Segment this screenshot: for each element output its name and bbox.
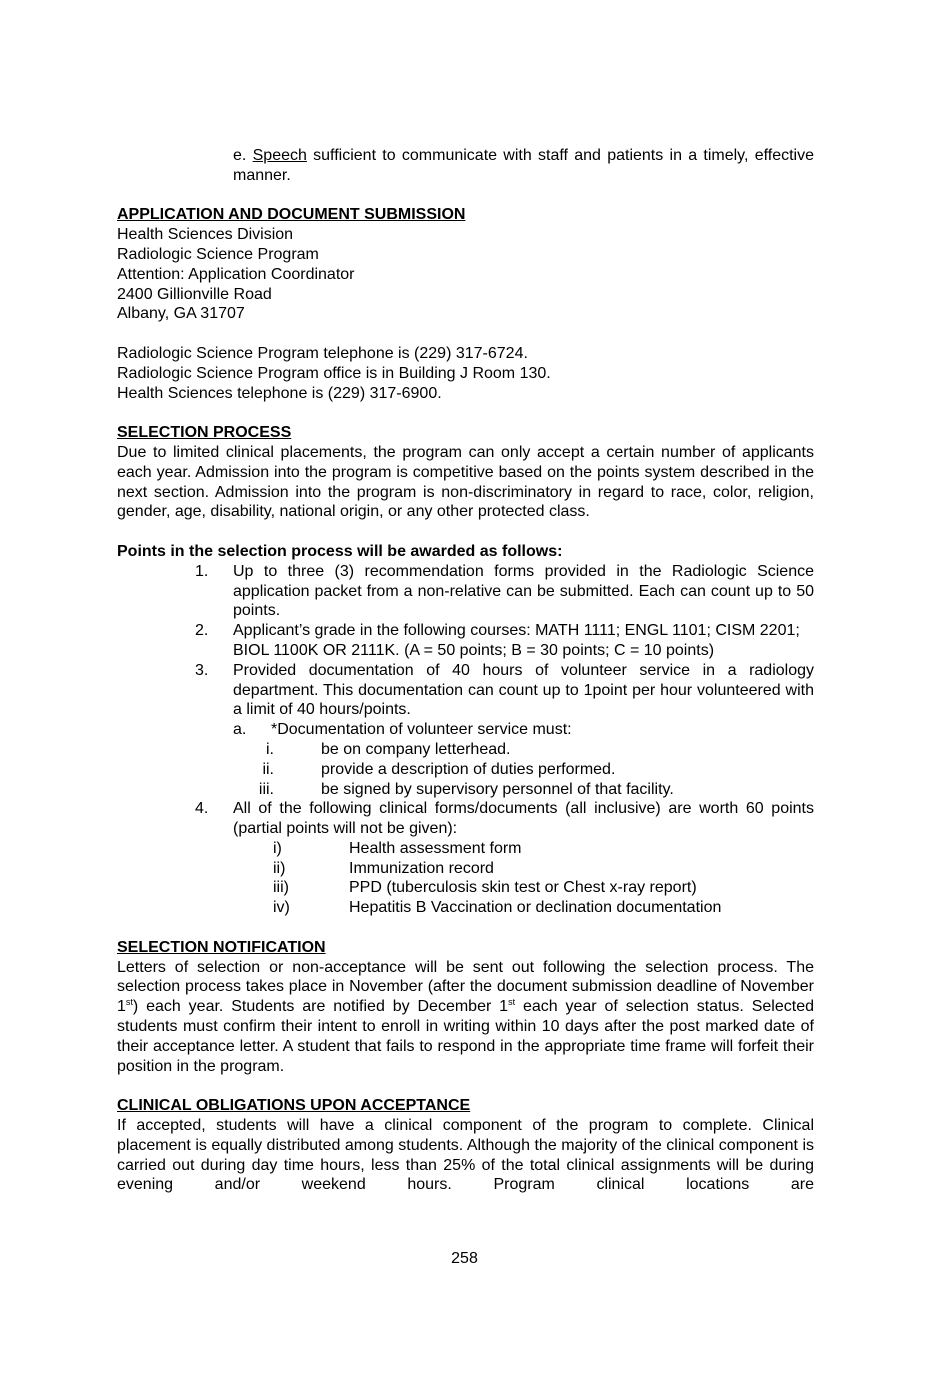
clinical-form-label: i) <box>273 839 282 857</box>
notification-text <box>117 958 814 1077</box>
volunteer-requirement <box>117 740 814 760</box>
points-item <box>117 562 814 621</box>
volunteer-requirement-text: be on company letterhead. <box>321 740 511 758</box>
points-item-number: 3. <box>195 661 209 679</box>
volunteer-subitem-label: a. <box>233 721 247 739</box>
points-item-text: Applicant’s grade in the following courses: MATH 1111; ENGL 1101; CISM 2201; BIOL 1100K OR 2111K. (A = 50 points; B = 30 points; C = 10 points) <box>233 622 800 659</box>
speech-prefix: e. <box>233 147 253 164</box>
address-line: Albany, GA 31707 <box>117 305 245 323</box>
contact-line: Radiologic Science Program telephone is (229) 317-6724. <box>117 344 528 362</box>
contact-line: Health Sciences telephone is (229) 317-6900. <box>117 384 442 402</box>
notification-heading: SELECTION NOTIFICATION <box>117 938 326 956</box>
clinical-form-item <box>117 859 814 879</box>
notification-text-part: ) each year. Students are notified by December 1 <box>132 998 509 1016</box>
selection-process-heading: SELECTION PROCESS <box>117 424 292 442</box>
speech-requirement <box>117 146 814 186</box>
points-item-text: Provided documentation of 40 hours of volunteer service in a radiology department. This documentation can count up to 1point per hour volunteered with a limit of 40 hours/points. <box>233 661 814 719</box>
ordinal-suffix: st <box>125 997 133 1008</box>
notification-text-part: each year of selection status. Selected students must confirm their intent to enroll in writing within 10 days after the post marked date of their acceptance letter. A student that fails to respond in the appropriate time frame will forfeit their position in the program. <box>117 998 814 1075</box>
clinical-form-item <box>117 878 814 898</box>
volunteer-requirement-label: i. <box>266 740 274 758</box>
points-item-number: 4. <box>195 800 209 818</box>
points-item-text: All of the following clinical forms/documents (all inclusive) are worth 60 points (partial points will not be given): <box>233 800 814 838</box>
points-item-text: Up to three (3) recommendation forms provided in the Radiologic Science application packet from a non-relative can be submitted. Each can count up to 50 points. <box>233 562 814 620</box>
address-line: Health Sciences Division <box>117 226 294 244</box>
notification-text-part: Letters of selection or non-acceptance will be sent out following the selection process. The selection process takes place in November (after the document submission deadline of November 1 <box>117 958 814 1016</box>
points-item-number: 1. <box>195 562 209 580</box>
speech-term: Speech <box>252 147 307 164</box>
volunteer-requirement <box>117 760 814 780</box>
address-line: Attention: Application Coordinator <box>117 265 355 283</box>
points-heading: Points in the selection process will be awarded as follows: <box>117 542 563 560</box>
points-item <box>117 621 814 661</box>
volunteer-requirement <box>117 780 814 800</box>
points-item <box>117 799 814 839</box>
clinical-heading: CLINICAL OBLIGATIONS UPON ACCEPTANCE <box>117 1097 471 1115</box>
clinical-form-item <box>117 898 814 918</box>
ordinal-suffix: st <box>508 997 516 1008</box>
volunteer-subitem-text: *Documentation of volunteer service must: <box>271 721 572 739</box>
points-item-number: 2. <box>195 622 209 640</box>
address-line: 2400 Gillionville Road <box>117 285 272 303</box>
volunteer-requirement-text: provide a description of duties performed. <box>321 760 616 778</box>
points-item <box>117 661 814 720</box>
clinical-form-item <box>117 839 814 859</box>
contact-line: Radiologic Science Program office is in Building J Room 130. <box>117 364 551 382</box>
volunteer-requirement-text: be signed by supervisory personnel of that facility. <box>321 780 674 798</box>
selection-process-text: Due to limited clinical placements, the program can only accept a certain number of applicants each year. Admission into the program is competitive based on the points system described in the next section. Admission into the program is non-discriminatory in regard to race, color, religion, gender, age, disability, national origin, or any other protected class. <box>117 443 814 521</box>
clinical-form-text: Hepatitis B Vaccination or declination documentation <box>349 899 722 917</box>
document-page <box>117 146 814 1195</box>
clinical-form-text: PPD (tuberculosis skin test or Chest x-ray report) <box>349 879 697 897</box>
volunteer-requirement-label: ii. <box>262 760 274 778</box>
application-heading: APPLICATION AND DOCUMENT SUBMISSION <box>117 206 466 224</box>
address-line: Radiologic Science Program <box>117 245 319 263</box>
clinical-form-label: iv) <box>273 899 290 917</box>
clinical-form-label: ii) <box>273 859 286 877</box>
clinical-text: If accepted, students will have a clinical component of the program to complete. Clinical placement is equally distributed among students. Although the majority of the clinical component is carried out during day time hours, less than 25% of the total clinical assignments will be during evening and/or weekend hours. Program clinical locations are <box>117 1117 814 1194</box>
clinical-form-text: Immunization record <box>349 859 494 877</box>
volunteer-subitem <box>117 720 814 740</box>
clinical-form-label: iii) <box>273 879 289 897</box>
volunteer-requirement-label: iii. <box>258 780 274 798</box>
speech-text: sufficient to communicate with staff and patients in a timely, effective manner. <box>233 147 815 184</box>
clinical-form-text: Health assessment form <box>349 839 522 857</box>
page-number: 258 <box>451 1250 478 1267</box>
